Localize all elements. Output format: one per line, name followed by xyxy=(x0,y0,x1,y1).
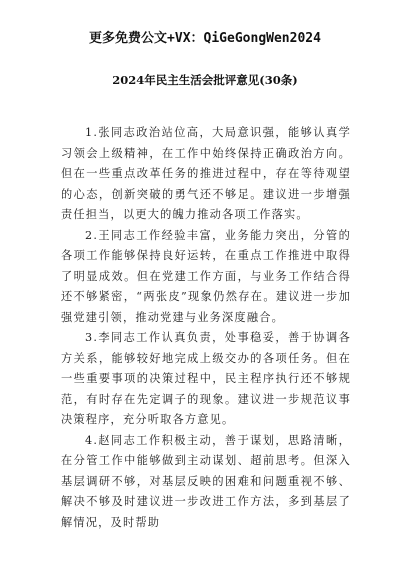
document-body xyxy=(61,123,351,533)
promo-banner: 更多免费公文+VX：QiGeGongWen2024 xyxy=(89,31,321,46)
paragraph-4: 4.赵同志工作积极主动，善于谋划，思路清晰，在分管工作中能够做到主动谋划、超前思考。但深入基层调研不够，对基层反映的困难和问题重视不够、解决不够及时建议进一步改进工作方法，多到基层了解情况，及时帮助 xyxy=(61,433,351,529)
paragraph-1: 1.张同志政治站位高，大局意识强，能够认真学习领会上级精神，在工作中始终保持正确政治方向。但在一些重点改革任务的推进过程中，存在等待观望的心态，创新突破的勇气还不够足。建议进一步增强责任担当，以更大的魄力推动各项工作落实。 xyxy=(61,126,351,221)
paragraph-3: 3.李同志工作认真负责，处事稳妥，善于协调各方关系，能够较好地完成上级交办的各项任务。但在一些重要事项的决策过程中，民主程序执行还不够规范，有时存在先定调子的现象。建议进一步规范议事决策程序，充分听取各方意见。 xyxy=(61,331,351,426)
paragraph-2: 2.王同志工作经验丰富，业务能力突出，分管的各项工作能够保持良好运转，在重点工作推进中取得了明显成效。但在党建工作方面，与业务工作结合得还不够紧密，“两张皮”现象仍然存在。建议进一步加强党建引领，推动党建与业务深度融合。 xyxy=(61,228,351,324)
document-title: 2024年民主生活会批评意见(30条) xyxy=(112,73,298,87)
